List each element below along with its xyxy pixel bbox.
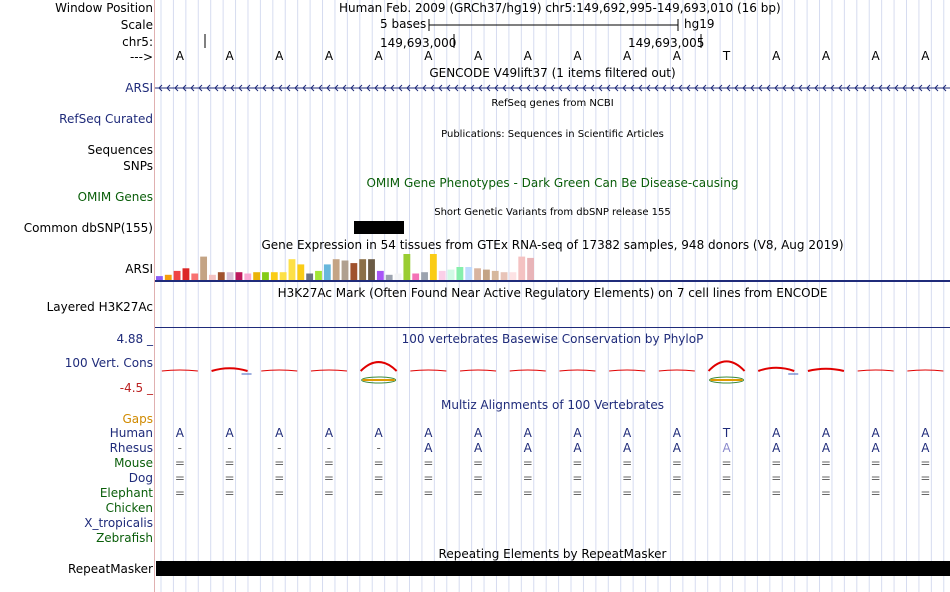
multiz-base: A xyxy=(623,426,632,440)
multiz-base: = xyxy=(820,471,831,485)
gtex-tissue-bar xyxy=(253,272,260,280)
snps-track-label[interactable]: SNPs xyxy=(123,159,153,173)
multiz-base: = xyxy=(622,456,633,470)
gtex-tissue-bar xyxy=(492,271,499,280)
gtex-track-baseline xyxy=(155,280,950,282)
phylop-score-arc xyxy=(361,362,397,371)
multiz-base: = xyxy=(771,471,782,485)
multiz-base: = xyxy=(224,486,235,500)
phylop-score-arc xyxy=(460,370,496,371)
multiz-base: A xyxy=(623,441,632,455)
gtex-tissue-bar xyxy=(218,272,225,280)
multiz-base: = xyxy=(423,456,434,470)
base-letter: A xyxy=(523,49,532,63)
gtex-tissue-bar xyxy=(236,272,243,280)
h3k27ac-track-label[interactable]: Layered H3K27Ac xyxy=(46,300,153,314)
gtex-tissue-bar xyxy=(403,254,410,280)
multiz-base: - xyxy=(277,441,282,455)
gtex-tissue-bar xyxy=(271,272,278,280)
multiz-base: - xyxy=(177,441,183,455)
gtex-tissue-bar xyxy=(183,268,190,280)
gtex-tissue-bar xyxy=(465,267,472,280)
phylop-score-arc xyxy=(559,370,595,371)
phylop-score-arc xyxy=(659,370,695,371)
multiz-base: = xyxy=(473,471,484,485)
multiz-base: A xyxy=(871,441,880,455)
gtex-tissue-bar xyxy=(280,272,287,280)
multiz-base: = xyxy=(721,471,732,485)
gtex-expression-bars[interactable] xyxy=(155,252,535,280)
gtex-tissue-bar xyxy=(200,257,207,280)
multiz-base: = xyxy=(771,486,782,500)
multiz-base: A xyxy=(523,441,532,455)
multiz-base: = xyxy=(174,486,185,500)
multiz-base: = xyxy=(423,471,434,485)
phylop-score-arc xyxy=(212,368,248,371)
multiz-base: A xyxy=(473,426,483,440)
multiz-base: = xyxy=(373,456,384,470)
phylop-score-arc xyxy=(609,370,645,371)
multiz-base: - xyxy=(326,441,332,455)
multiz-base: A xyxy=(921,441,930,455)
dbsnp-track-title[interactable]: Short Genetic Variants from dbSNP release 155 xyxy=(434,207,671,218)
multiz-base: A xyxy=(722,441,731,455)
multiz-base: = xyxy=(174,456,185,470)
chrom-label: chr5: xyxy=(122,35,153,49)
phylop-score-arc xyxy=(709,361,745,371)
multiz-base: = xyxy=(622,486,633,500)
multiz-base: = xyxy=(671,456,682,470)
multiz-base: = xyxy=(920,456,931,470)
multiz-species-label: Mouse xyxy=(114,456,153,470)
phylop-score-arc xyxy=(907,370,943,371)
gencode-gene-label-arsi[interactable]: ARSI xyxy=(125,81,153,95)
gtex-tissue-bar xyxy=(174,271,181,280)
multiz-base: A xyxy=(523,426,532,440)
phylop-score-arc xyxy=(410,370,446,371)
ruler-coordinate-1: 149,693,000 xyxy=(380,36,457,50)
gtex-tissue-bar xyxy=(430,254,437,280)
scale-bar-text: 5 bases xyxy=(380,17,427,31)
scale-label: Scale xyxy=(120,18,153,32)
sequences-track-label[interactable]: Sequences xyxy=(87,143,153,157)
multiz-species-label: Rhesus xyxy=(109,441,153,455)
gtex-tissue-bar xyxy=(324,264,331,280)
multiz-base: A xyxy=(672,441,681,455)
multiz-base: = xyxy=(224,456,235,470)
base-letter: A xyxy=(672,49,681,63)
multiz-base: = xyxy=(870,486,881,500)
gtex-tissue-bar xyxy=(501,272,508,280)
phylop-track-title[interactable]: 100 vertebrates Basewise Conservation by PhyloP xyxy=(401,332,704,346)
phylop-axis-min: -4.5 _ xyxy=(119,381,153,395)
gtex-tissue-bar xyxy=(227,272,234,280)
scale-bar xyxy=(428,18,680,32)
ruler-coordinate-2: 149,693,005 xyxy=(628,36,705,50)
phylop-score-arc xyxy=(261,370,297,371)
gtex-tissue-bar xyxy=(342,261,349,281)
publications-track-title[interactable]: Publications: Sequences in Scientific Articles xyxy=(441,129,664,140)
phylop-score-arc xyxy=(162,370,198,371)
base-letter: A xyxy=(225,49,234,63)
gtex-tissue-bar xyxy=(262,272,269,280)
multiz-base: = xyxy=(522,456,533,470)
window-position-label: Window Position xyxy=(55,1,153,15)
multiz-base: = xyxy=(274,486,285,500)
multiz-base: A xyxy=(424,441,433,455)
base-letter: A xyxy=(175,49,184,63)
base-letter: A xyxy=(573,49,582,63)
gtex-tissue-bar xyxy=(289,259,296,280)
dbsnp-track-label[interactable]: Common dbSNP(155) xyxy=(23,221,153,235)
h3k27ac-track-title[interactable]: H3K27Ac Mark (Often Found Near Active Regulatory Elements) on 7 cell lines from ENCODE xyxy=(277,286,828,300)
phylop-score-arc xyxy=(808,369,844,371)
gtex-tissue-bar xyxy=(518,257,525,280)
multiz-base: = xyxy=(224,471,235,485)
multiz-base: = xyxy=(671,471,682,485)
repeatmasker-feature[interactable] xyxy=(156,561,950,576)
ruler-tick xyxy=(700,34,704,48)
multiz-base: = xyxy=(174,471,185,485)
gtex-tissue-bar xyxy=(333,259,340,280)
multiz-base: A xyxy=(871,426,880,440)
multiz-base: = xyxy=(820,456,831,470)
multiz-base: = xyxy=(572,471,583,485)
multiz-base: = xyxy=(323,456,334,470)
refseq-track-title[interactable]: RefSeq genes from NCBI xyxy=(491,98,614,109)
omim-track-label[interactable]: OMIM Genes xyxy=(77,190,153,204)
gtex-tissue-bar xyxy=(368,259,375,280)
multiz-base: = xyxy=(522,471,533,485)
multiz-species-label: X_tropicalis xyxy=(84,516,153,530)
multiz-base: = xyxy=(920,471,931,485)
h3k27ac-track-baseline xyxy=(155,327,950,328)
multiz-base: = xyxy=(721,456,732,470)
multiz-track-title[interactable]: Multiz Alignments of 100 Vertebrates xyxy=(440,398,665,412)
multiz-base: A xyxy=(275,426,284,440)
base-letter: A xyxy=(623,49,632,63)
multiz-base: = xyxy=(820,486,831,500)
scale-db-text: hg19 xyxy=(684,17,715,31)
multiz-base: A xyxy=(175,426,184,440)
gtex-tissue-bar xyxy=(315,271,322,280)
base-letter: A xyxy=(871,49,880,63)
gtex-tissue-bar xyxy=(421,272,428,280)
multiz-base: = xyxy=(870,456,881,470)
refseq-track-label[interactable]: RefSeq Curated xyxy=(59,112,153,126)
multiz-base: A xyxy=(473,441,483,455)
gtex-tissue-bar xyxy=(448,270,455,280)
strand-label: ---> xyxy=(129,50,153,64)
multiz-base: = xyxy=(473,456,484,470)
gencode-track-title[interactable]: GENCODE V49lift37 (1 items filtered out) xyxy=(429,66,676,80)
multiz-base: = xyxy=(622,471,633,485)
base-letter: T xyxy=(722,49,731,63)
phylop-conservation-plot[interactable] xyxy=(155,358,950,388)
multiz-species-label: Chicken xyxy=(105,501,153,515)
multiz-base: = xyxy=(473,486,484,500)
phylop-track-label[interactable]: 100 Vert. Cons xyxy=(64,356,153,370)
phylop-score-arc xyxy=(858,370,894,371)
multiz-base: A xyxy=(821,426,831,440)
multiz-base: A xyxy=(225,426,234,440)
base-letter: A xyxy=(921,49,930,63)
multiz-base: = xyxy=(671,486,682,500)
phylop-score-arc xyxy=(311,370,347,371)
multiz-species-label: Zebrafish xyxy=(96,531,153,545)
omim-track-title[interactable]: OMIM Gene Phenotypes - Dark Green Can Be Disease-causing xyxy=(366,176,739,190)
gtex-tissue-bar xyxy=(439,271,446,280)
base-letter: A xyxy=(772,49,781,63)
multiz-base: = xyxy=(274,456,285,470)
multiz-base: = xyxy=(572,456,583,470)
gtex-tissue-bar xyxy=(350,263,357,280)
multiz-base: A xyxy=(672,426,681,440)
phylop-score-arc xyxy=(510,370,546,371)
gtex-tissue-bar xyxy=(359,259,366,280)
multiz-base: - xyxy=(376,441,381,455)
multiz-base: A xyxy=(821,441,831,455)
multiz-base: A xyxy=(573,441,582,455)
gtex-tissue-bar xyxy=(483,270,490,280)
base-letter: A xyxy=(473,49,483,63)
multiz-base: A xyxy=(374,426,383,440)
gtex-track-title[interactable]: Gene Expression in 54 tissues from GTEx RNA-seq of 17382 samples, 948 donors (V8, Aug 2019) xyxy=(261,238,844,252)
multiz-base: = xyxy=(920,486,931,500)
dbsnp-variant-feature[interactable] xyxy=(354,221,404,234)
multiz-base: = xyxy=(274,471,285,485)
base-letter: A xyxy=(374,49,383,63)
multiz-base: A xyxy=(772,426,781,440)
multiz-base: = xyxy=(522,486,533,500)
multiz-base: = xyxy=(373,486,384,500)
gaps-label: Gaps xyxy=(122,412,153,426)
multiz-species-label: Dog xyxy=(128,471,153,485)
multiz-species-label: Human xyxy=(109,426,153,440)
gtex-gene-label[interactable]: ARSI xyxy=(125,262,153,276)
multiz-base: - xyxy=(227,441,232,455)
multiz-species-label: Elephant xyxy=(99,486,153,500)
gtex-tissue-bar xyxy=(456,267,463,280)
multiz-base: = xyxy=(721,486,732,500)
phylop-axis-max: 4.88 _ xyxy=(116,332,153,346)
multiz-base: A xyxy=(324,426,334,440)
ruler-tick xyxy=(204,34,208,48)
base-letter: A xyxy=(821,49,831,63)
multiz-base: = xyxy=(423,486,434,500)
repeatmasker-track-label[interactable]: RepeatMasker xyxy=(67,562,153,576)
gtex-tissue-bar xyxy=(297,264,304,280)
ruler-tick xyxy=(453,34,457,48)
multiz-base: = xyxy=(323,471,334,485)
multiz-base: = xyxy=(572,486,583,500)
base-letter: A xyxy=(324,49,334,63)
gtex-tissue-bar xyxy=(527,258,534,280)
repeatmasker-track-title[interactable]: Repeating Elements by RepeatMasker xyxy=(438,547,667,561)
base-letter: A xyxy=(424,49,433,63)
multiz-base: = xyxy=(771,456,782,470)
multiz-base: = xyxy=(323,486,334,500)
assembly-position-text: Human Feb. 2009 (GRCh37/hg19) chr5:149,692,995-149,693,010 (16 bp) xyxy=(339,1,781,15)
multiz-base: = xyxy=(870,471,881,485)
multiz-base: T xyxy=(722,426,731,440)
phylop-score-arc xyxy=(758,368,794,371)
multiz-base: A xyxy=(424,426,433,440)
multiz-base: A xyxy=(921,426,930,440)
multiz-base: A xyxy=(573,426,582,440)
gtex-tissue-bar xyxy=(509,272,516,280)
gtex-tissue-bar xyxy=(377,271,384,280)
multiz-base: A xyxy=(772,441,781,455)
gencode-gene-arsi[interactable] xyxy=(155,81,950,95)
multiz-base: = xyxy=(373,471,384,485)
base-letter: A xyxy=(275,49,284,63)
gtex-tissue-bar xyxy=(474,268,481,280)
